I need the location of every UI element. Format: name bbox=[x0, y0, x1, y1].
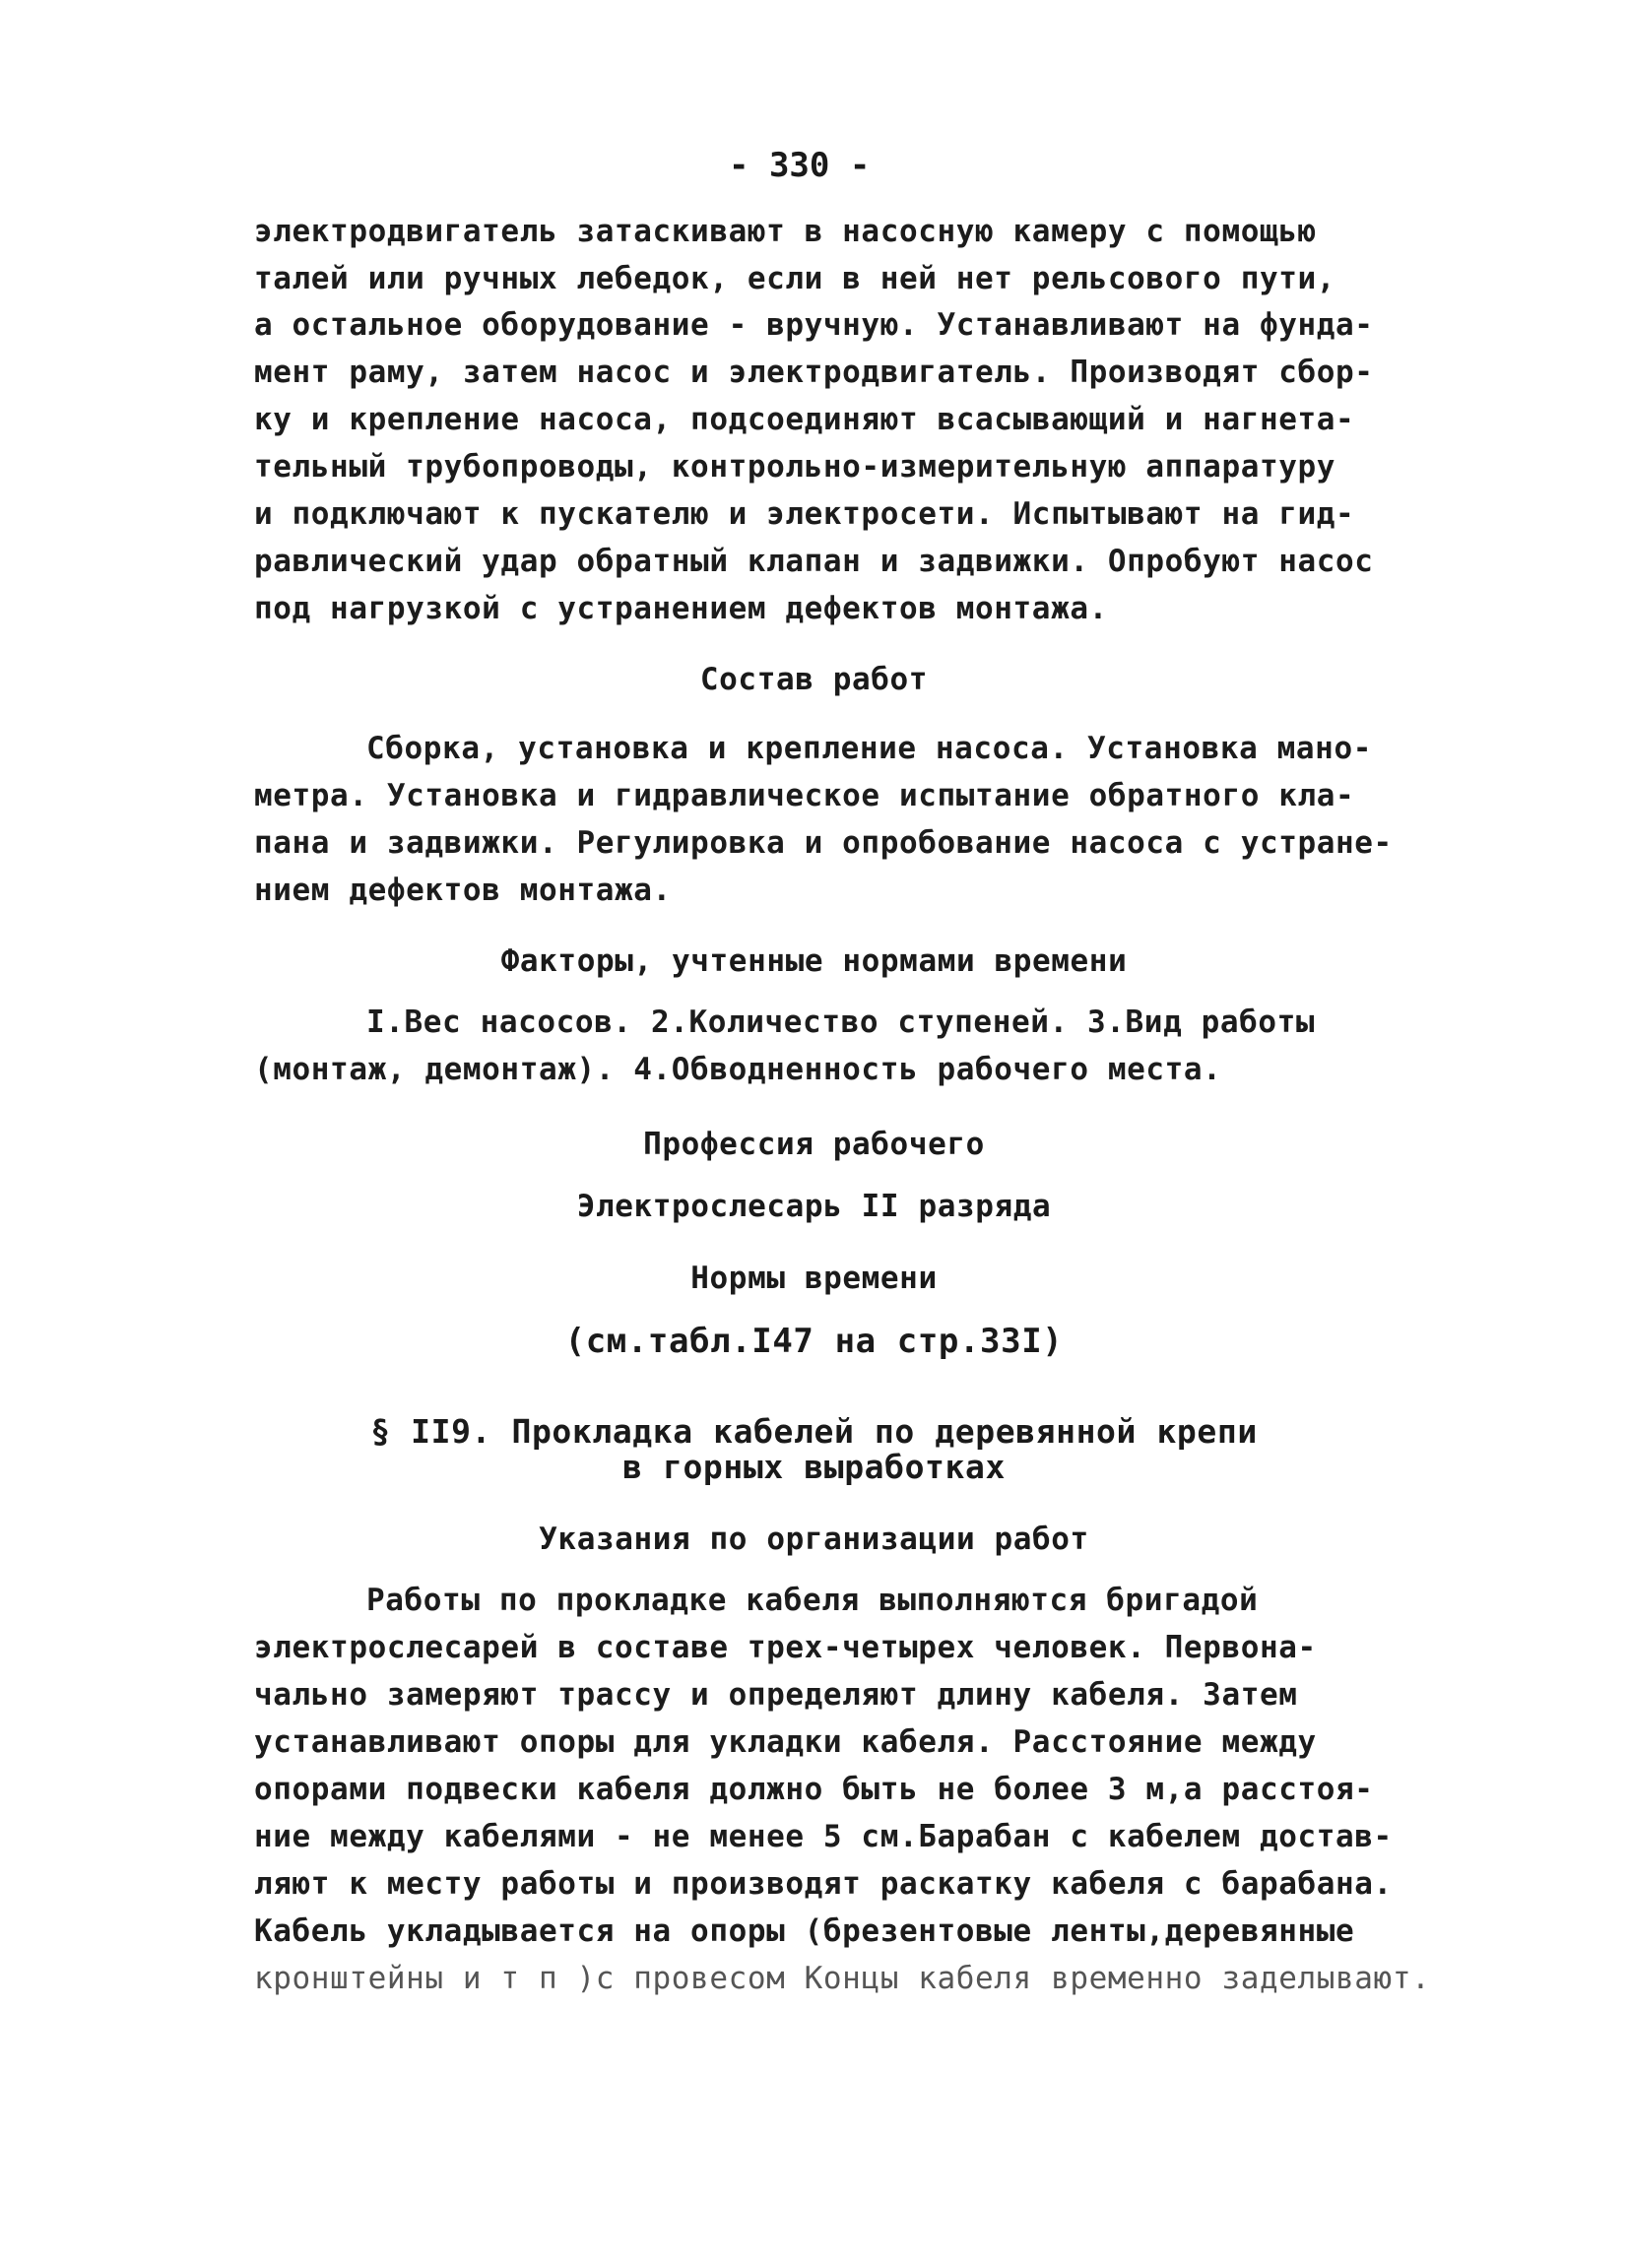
norms-reference: (см.табл.I47 на стр.33I) bbox=[564, 1322, 1064, 1361]
organization-line: чально замеряют трассу и определяют длину кабеля. Затем bbox=[254, 1677, 1298, 1713]
intro-line: а остальное оборудование - вручную. Устанавливают на фунда- bbox=[254, 307, 1374, 343]
profession-heading: Профессия рабочего bbox=[643, 1127, 985, 1162]
intro-line: электродвигатель затаскивают в насосную камеру с помощью bbox=[254, 214, 1317, 249]
factors-line: I.Вес насосов. 2.Количество ступеней. 3.Вид работы bbox=[366, 1004, 1316, 1040]
profession-value: Электрослесарь II разряда bbox=[576, 1189, 1052, 1224]
organization-line: кронштейны и т п )с провесом Концы кабеля временно заделывают. bbox=[254, 1961, 1431, 1996]
work-composition-heading: Состав работ bbox=[699, 662, 929, 697]
norms-heading: Нормы времени bbox=[690, 1261, 938, 1296]
intro-line: ку и крепление насоса, подсоединяют всасывающий и нагнета- bbox=[254, 402, 1355, 437]
organization-line: устанавливают опоры для укладки кабеля. Расстояние между bbox=[254, 1724, 1317, 1760]
intro-line: и подключают к пускателю и электросети. Испытывают на гид- bbox=[254, 496, 1355, 532]
intro-line: под нагрузкой с устранением дефектов монтажа. bbox=[254, 591, 1108, 626]
page-number: - 330 - bbox=[729, 146, 871, 185]
intro-line: тельный трубопроводы, контрольно-измерительную аппаратуру bbox=[254, 449, 1336, 485]
factors-line: (монтаж, демонтаж). 4.Обводненность рабочего места. bbox=[254, 1052, 1222, 1087]
organization-line: ляют к месту работы и производят раскатку кабеля с барабана. bbox=[254, 1866, 1393, 1902]
work-composition-line: метра. Установка и гидравлическое испытание обратного кла- bbox=[254, 778, 1355, 813]
factors-heading: Факторы, учтенные нормами времени bbox=[500, 943, 1128, 979]
work-composition-line: Сборка, установка и крепление насоса. Установка мано- bbox=[366, 731, 1372, 766]
work-composition-line: пана и задвижки. Регулировка и опробование насоса с устране- bbox=[254, 825, 1393, 861]
organization-line: Работы по прокладке кабеля выполняются бригадой bbox=[366, 1583, 1259, 1618]
organization-line: электрослесарей в составе трех-четырех человек. Первона- bbox=[254, 1630, 1317, 1665]
intro-line: равлический удар обратный клапан и задвижки. Опробуют насос bbox=[254, 544, 1374, 579]
organization-line: ние между кабелями - не менее 5 см.Барабан с кабелем достав- bbox=[254, 1819, 1393, 1854]
intro-line: талей или ручных лебедок, если в ней нет рельсового пути, bbox=[254, 261, 1336, 296]
section-subtitle: в горных выработках bbox=[622, 1448, 1006, 1486]
organization-heading: Указания по организации работ bbox=[539, 1522, 1089, 1557]
organization-line: опорами подвески кабеля должно быть не более 3 м,а расстоя- bbox=[254, 1772, 1374, 1807]
intro-line: мент раму, затем насос и электродвигатель. Производят сбор- bbox=[254, 355, 1374, 390]
section-title: § II9. Прокладка кабелей по деревянной крепи bbox=[370, 1412, 1258, 1451]
organization-line: Кабель укладывается на опоры (брезентовые ленты,деревянные bbox=[254, 1913, 1355, 1949]
work-composition-line: нием дефектов монтажа. bbox=[254, 873, 672, 908]
